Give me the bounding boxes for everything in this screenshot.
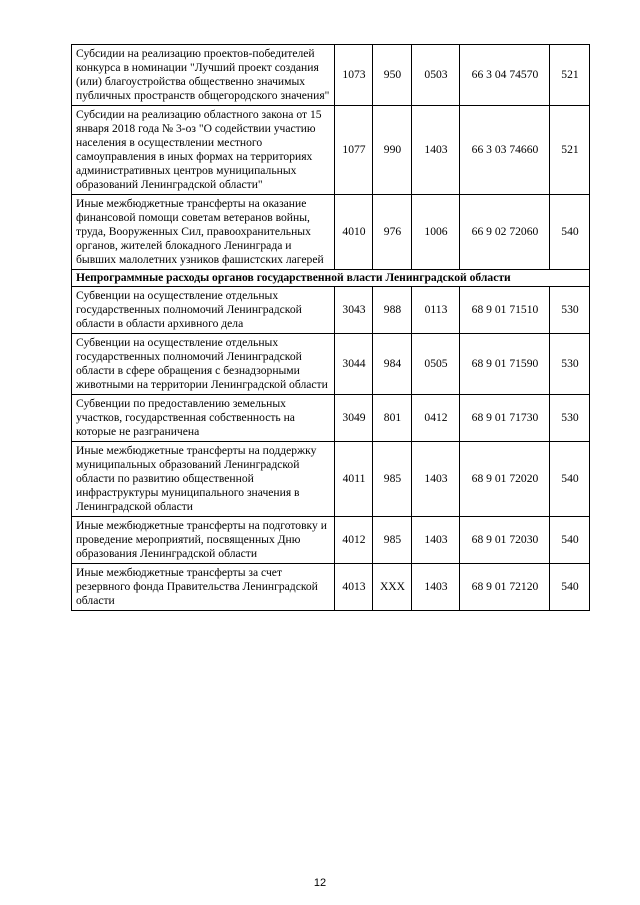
transfer-code-cell: 4012 [335, 517, 373, 564]
grbs-code-cell: 985 [373, 442, 412, 517]
section-header-row [72, 270, 590, 287]
table-row [72, 287, 590, 334]
expense-type-cell: 540 [550, 517, 590, 564]
expense-type-cell: 540 [550, 564, 590, 611]
expense-type-cell: 530 [550, 395, 590, 442]
expense-type-cell: 530 [550, 287, 590, 334]
target-article-cell: 66 9 02 72060 [460, 195, 550, 270]
expense-type-cell: 521 [550, 106, 590, 195]
section-subsection-cell: 0412 [412, 395, 460, 442]
table-row [72, 106, 590, 195]
section-subsection-cell: 0503 [412, 45, 460, 106]
section-header-title: Непрограммные расходы органов государственной власти Ленинградской области [72, 270, 590, 287]
expense-name-cell: Иные межбюджетные трансферты на подготовку и проведение мероприятий, посвященных Дню образования Ленинградской области [72, 517, 335, 564]
grbs-code-cell: 984 [373, 334, 412, 395]
expense-name-cell: Субсидии на реализацию проектов-победителей конкурса в номинации "Лучший проект создания (или) благоустройства общественно значимых публичных пространств общегородского значения" [72, 45, 335, 106]
target-article-cell: 66 3 03 74660 [460, 106, 550, 195]
grbs-code-cell: 990 [373, 106, 412, 195]
expense-type-cell: 521 [550, 45, 590, 106]
expense-name-cell: Субвенции на осуществление отдельных государственных полномочий Ленинградской области в сфере обращения с безнадзорными животными на территории Ленинградской области [72, 334, 335, 395]
budget-table [71, 44, 590, 611]
expense-name-cell: Субвенции на осуществление отдельных государственных полномочий Ленинградской области в области архивного дела [72, 287, 335, 334]
table-row [72, 517, 590, 564]
transfer-code-cell: 3049 [335, 395, 373, 442]
target-article-cell: 68 9 01 72020 [460, 442, 550, 517]
section-subsection-cell: 0113 [412, 287, 460, 334]
section-subsection-cell: 1403 [412, 517, 460, 564]
expense-name-cell: Иные межбюджетные трансферты за счет резервного фонда Правительства Ленинградской области [72, 564, 335, 611]
target-article-cell: 68 9 01 71510 [460, 287, 550, 334]
grbs-code-cell: 801 [373, 395, 412, 442]
expense-name-cell: Иные межбюджетные трансферты на оказание финансовой помощи советам ветеранов войны, труда, Вооруженных Сил, правоохранительных органов, жителей блокадного Ленинграда и бывших малолетних узников фашистских лагерей [72, 195, 335, 270]
expense-name-cell: Иные межбюджетные трансферты на поддержку муниципальных образований Ленинградской области по развитию общественной инфраструктуры муниципального значения в Ленинградской области [72, 442, 335, 517]
table-row [72, 195, 590, 270]
section-subsection-cell: 1006 [412, 195, 460, 270]
grbs-code-cell: 950 [373, 45, 412, 106]
section-subsection-cell: 1403 [412, 564, 460, 611]
table-row [72, 442, 590, 517]
expense-type-cell: 540 [550, 195, 590, 270]
transfer-code-cell: 1073 [335, 45, 373, 106]
table-row [72, 395, 590, 442]
transfer-code-cell: 3043 [335, 287, 373, 334]
transfer-code-cell: 1077 [335, 106, 373, 195]
table-row [72, 45, 590, 106]
target-article-cell: 68 9 01 71730 [460, 395, 550, 442]
table-row [72, 564, 590, 611]
transfer-code-cell: 4010 [335, 195, 373, 270]
target-article-cell: 68 9 01 72030 [460, 517, 550, 564]
grbs-code-cell: 985 [373, 517, 412, 564]
transfer-code-cell: 3044 [335, 334, 373, 395]
target-article-cell: 68 9 01 72120 [460, 564, 550, 611]
section-subsection-cell: 1403 [412, 106, 460, 195]
target-article-cell: 68 9 01 71590 [460, 334, 550, 395]
grbs-code-cell: XXX [373, 564, 412, 611]
grbs-code-cell: 976 [373, 195, 412, 270]
transfer-code-cell: 4011 [335, 442, 373, 517]
transfer-code-cell: 4013 [335, 564, 373, 611]
section-subsection-cell: 1403 [412, 442, 460, 517]
target-article-cell: 66 3 04 74570 [460, 45, 550, 106]
page-number: 12 [313, 877, 327, 889]
grbs-code-cell: 988 [373, 287, 412, 334]
section-subsection-cell: 0505 [412, 334, 460, 395]
expense-name-cell: Субсидии на реализацию областного закона от 15 января 2018 года № 3-оз "О содействии участию населения в осуществлении местного самоуправления в иных формах на территориях административных центров муниципальных образований Ленинградской области" [72, 106, 335, 195]
budget-table-body [72, 45, 590, 611]
expense-type-cell: 530 [550, 334, 590, 395]
table-row [72, 334, 590, 395]
expense-name-cell: Субвенции по предоставлению земельных участков, государственная собственность на которые не разграничена [72, 395, 335, 442]
expense-type-cell: 540 [550, 442, 590, 517]
